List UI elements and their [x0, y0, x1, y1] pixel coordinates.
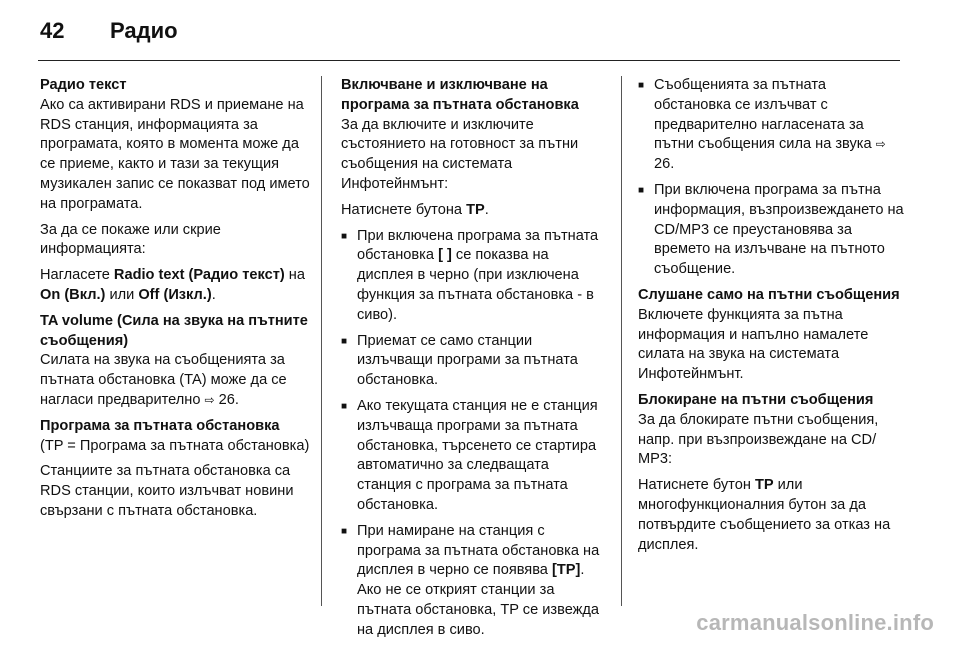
list-item: ■ Съобщенията за пътната обстановка се излъчват с предварително нагласената за пътни съобщения сила на звука ⇨ 26. [638, 76, 904, 175]
paragraph: Силата на звука на съобщенията за пътната обстановка (TA) може да се нагласи предварително ⇨ 26. [40, 352, 287, 408]
paragraph: За да блокирате пътни съобщения, напр. при възпроизвеждане на CD/ MP3: [638, 411, 879, 468]
heading-ta-volume: TA volume (Сила на звука на пътните съобщения) [40, 312, 308, 349]
paragraph: Станциите за пътната обстановка са RDS станции, които излъчват новини свързани с пътната обстановка. [40, 463, 294, 519]
heading-traffic-program: Програма за пътната обстановка [40, 417, 280, 434]
column-divider [621, 76, 622, 606]
tp-button-label: TP [754, 477, 774, 494]
paragraph: За да включите и изключите състоянието на готовност за пътни съобщения на системата Инфотейнмънт: [341, 116, 579, 192]
column-divider [321, 76, 322, 606]
paragraph-press-tp: Натиснете бутон TP или многофункционалния бутон за да потвърдите съобщението за отказ на дисплея. [638, 477, 891, 553]
paragraph-press-tp: Натиснете бутона TP. [341, 201, 489, 218]
list-item: ■ Приемат се само станции излъчващи програми за пътната обстановка. [341, 332, 603, 391]
page-title: Радио [110, 18, 178, 43]
page-header [40, 18, 178, 44]
column-3 [638, 76, 904, 561]
page-number: 42 [40, 18, 65, 43]
heading-block-messages: Блокиране на пътни съобщения [638, 391, 874, 408]
list-item: ■ При намиране на станция с програма за пътната обстановка на дисплея в черно се появява [TP]. Ако не се открият станции за пътната обстановка, TP се извежда на дисплея в сиво. [341, 522, 603, 641]
paragraph: (TP = Програма за пътната обстановка) [40, 437, 310, 454]
cross-reference-icon: ⇨ [204, 392, 215, 407]
cross-reference-page[interactable]: 26. [218, 391, 239, 408]
list-item: ■ Ако текущата станция не е станция излъчваща програми за пътната обстановка, търсенето се стартира автоматично за следващата станция с програма за пътната обстановка. [341, 397, 603, 516]
heading-listen-only: Слушане само на пътни съобщения [638, 286, 900, 303]
paragraph: За да се покаже или скрие информацията: [40, 221, 221, 258]
tp-button-label: TP [466, 201, 485, 218]
heading-radio-text: Радио текст [40, 77, 127, 93]
paragraph: Ако са активирани RDS и приемане на RDS станция, информацията за програмата, която в момента може да се приеме, както и тази за текущия музикален запис се показват под името на програмата. [40, 96, 310, 212]
column-1 [40, 76, 310, 528]
column-2 [341, 76, 603, 647]
menu-item-radio-text: Radio text (Радио текст) [113, 267, 285, 284]
cross-reference-icon: ⇨ [875, 137, 886, 152]
bullet-list [638, 76, 904, 280]
list-item: ■ При включена програма за пътната обстановка [ ] се показва на дисплея в черно (при изключена функция за пътната обстановка - в сиво). [341, 227, 603, 326]
header-rule [38, 60, 900, 61]
option-on: On (Вкл.) [40, 286, 106, 303]
bullet-list [341, 227, 603, 641]
watermark: carmanualsonline.info [696, 610, 934, 635]
heading-on-off: Включване и изключване на програма за пътната обстановка [341, 77, 579, 113]
paragraph-set-radio-text: Нагласете Radio text (Радио текст) на On (Вкл.) или Off (Изкл.). [40, 267, 305, 303]
cross-reference-page[interactable]: 26. [654, 156, 675, 173]
paragraph: Включете функцията за пътна информация и напълно намалете силата на звука на системата Инфотейнмънт. [638, 306, 869, 383]
option-off: Off (Изкл.) [138, 286, 212, 303]
list-item: ■ При включена програма за пътна информация, възпроизвеждането на CD/MP3 се преустановява за времето на излъчване на пътното съобщение. [638, 181, 904, 280]
